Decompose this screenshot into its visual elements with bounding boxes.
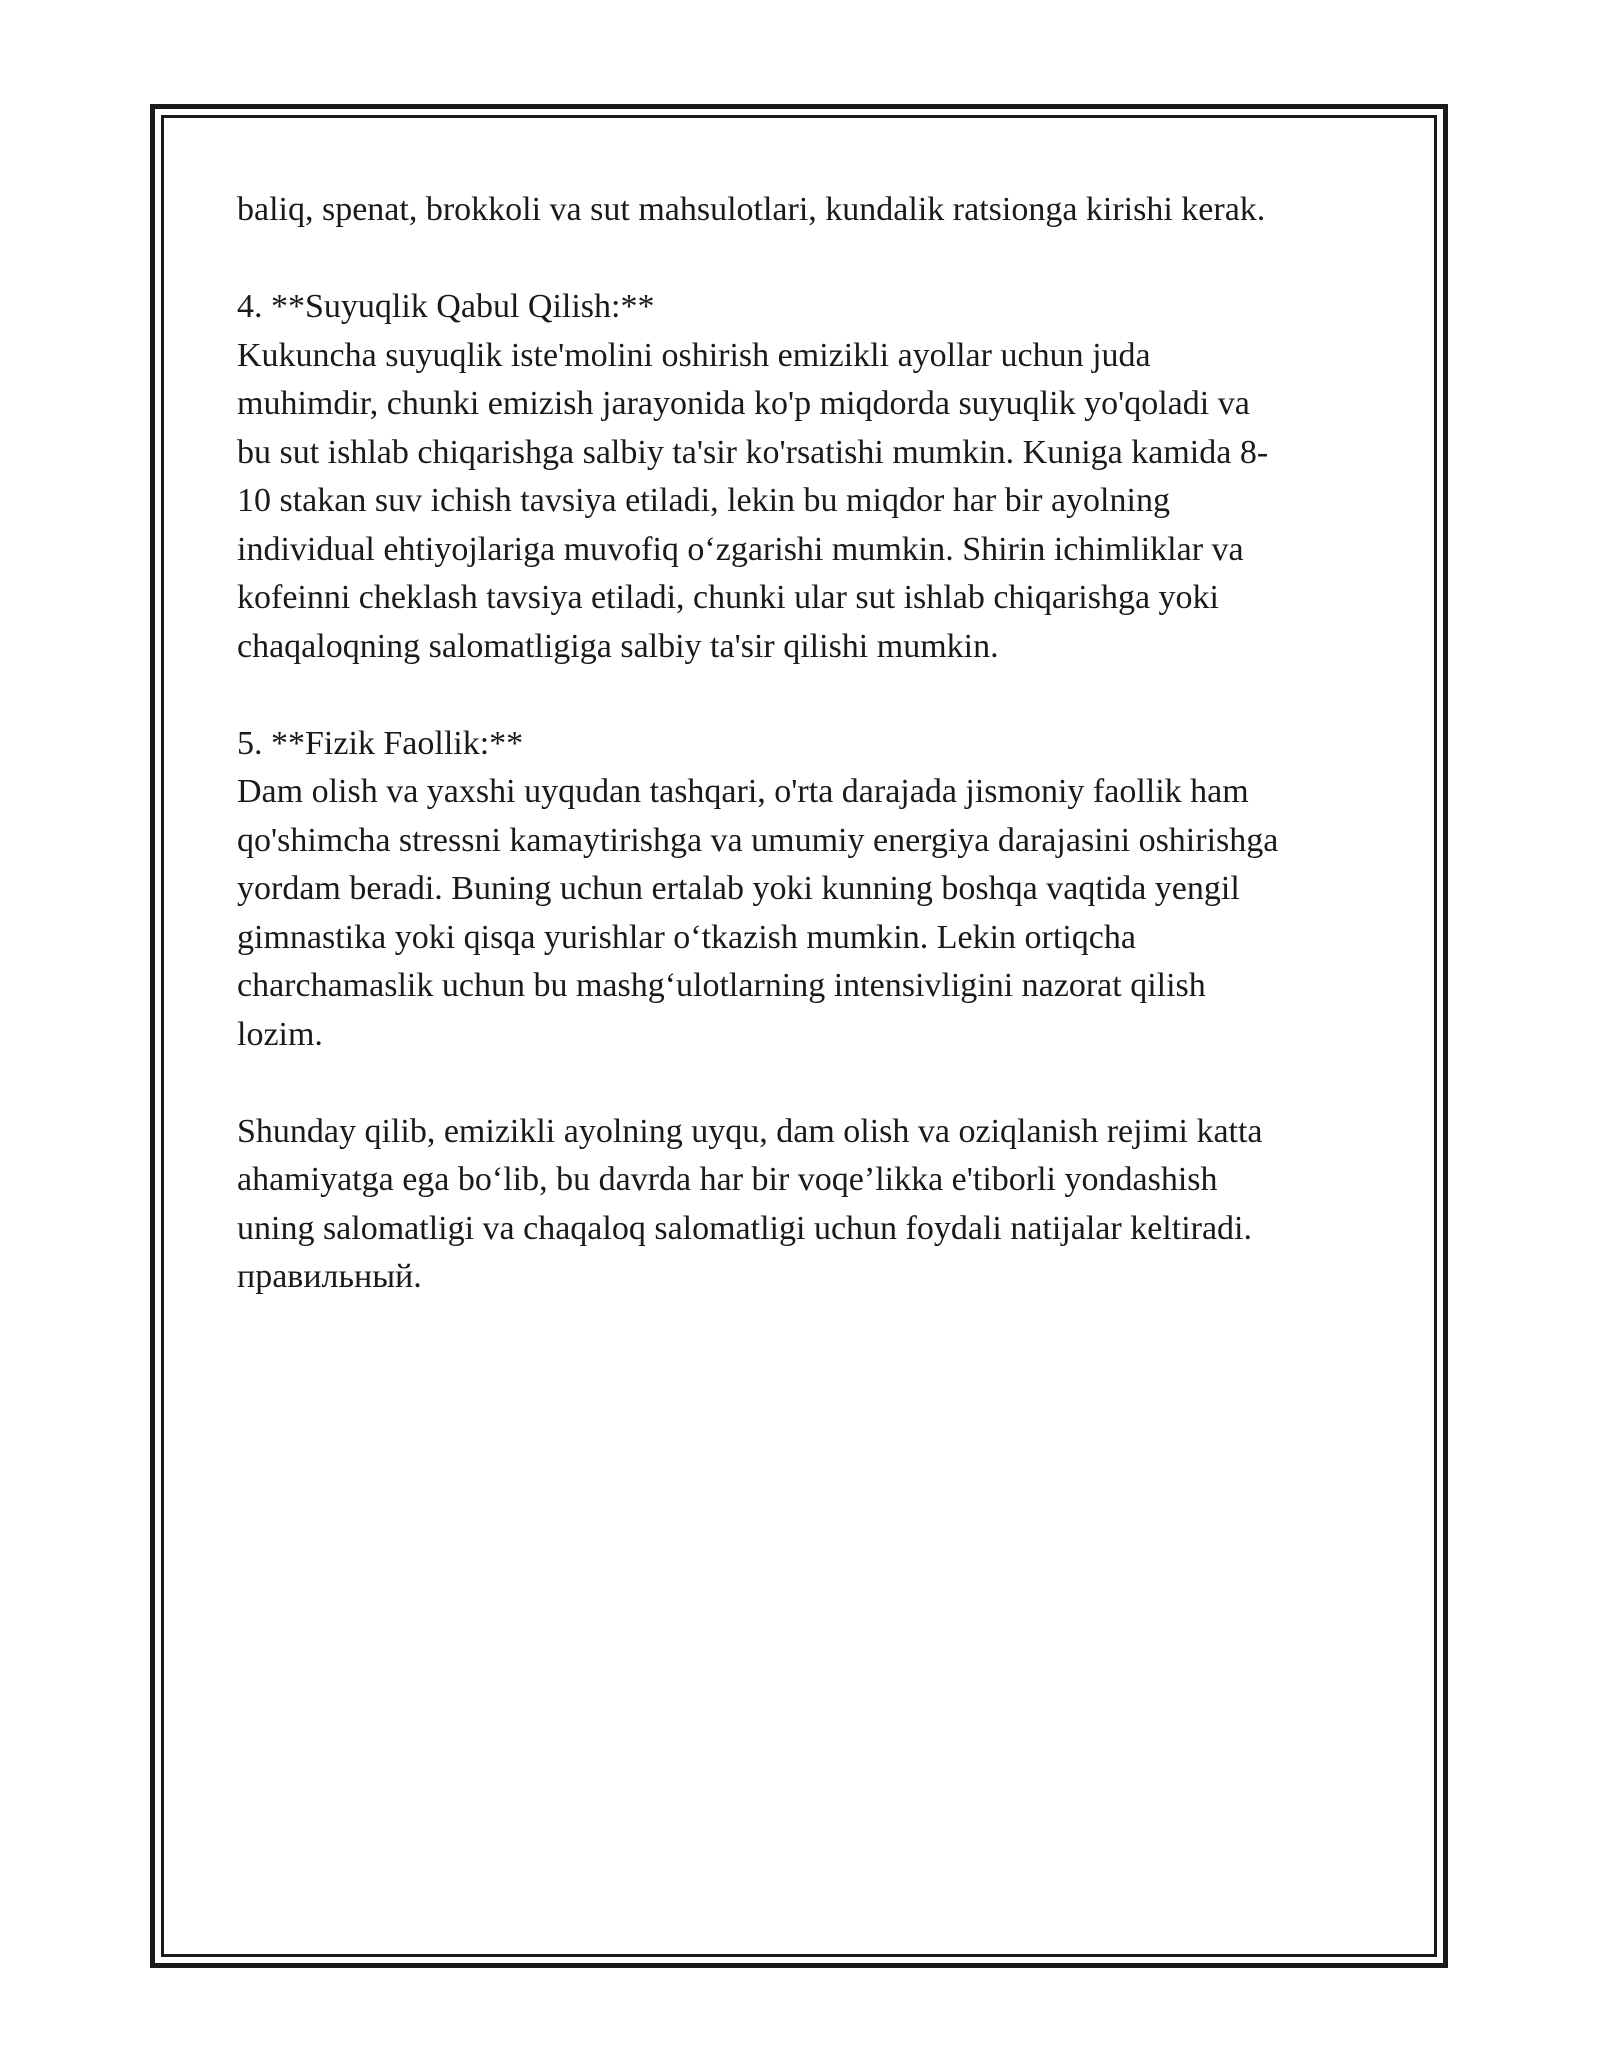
text-line: gimnastika yoki qisqa yurishlar o‘tkazish mumkin. Lekin ortiqcha [237, 918, 1136, 956]
text-line: Kukuncha suyuqlik iste'molini oshirish emizikli ayollar uchun juda [237, 336, 1151, 374]
text-line: lozim. [237, 1015, 323, 1053]
conclusion-line: ahamiyatga ega bo‘lib, bu davrda har bir voqe’likka e'tiborli yondashish [237, 1161, 1218, 1198]
text-line: Dam olish va yaxshi uyqudan tashqari, o'rta darajada jismoniy faollik ham [237, 773, 1249, 810]
conclusion-line: uning salomatligi va chaqaloq salomatligi uchun foydali natijalar keltiradi. [237, 1209, 1253, 1247]
text-line: 10 stakan suv ichish tavsiya etiladi, lekin bu miqdor har bir ayolning [237, 482, 1170, 519]
paragraph-gap [237, 1059, 1377, 1108]
section-heading-4: 4. **Suyuqlik Qabul Qilish:** [237, 288, 655, 325]
text-line: chaqaloqning salomatligiga salbiy ta'sir qilishi mumkin. [237, 627, 999, 665]
text-line: kofeinni cheklash tavsiya etiladi, chunki ular sut ishlab chiqarishga yoki [237, 579, 1219, 616]
conclusion-line: правильный. [237, 1258, 422, 1295]
paragraph-gap [237, 235, 1377, 284]
text-line: individual ehtiyojlariga muvofiq o‘zgarishi mumkin. Shirin ichimliklar va [237, 530, 1244, 568]
document-body [237, 186, 1377, 1302]
text-line: charchamaslik uchun bu mashg‘ulotlarning intensivligini nazorat qilish [237, 967, 1206, 1004]
conclusion-line: Shunday qilib, emizikli ayolning uyqu, dam olish va oziqlanish rejimi katta [237, 1112, 1263, 1150]
text-line: baliq, spenat, brokkoli va sut mahsulotlari, kundalik ratsionga kirishi kerak. [237, 191, 1266, 228]
text-line: muhimdir, chunki emizish jarayonida ko'p miqdorda suyuqlik yo'qoladi va [237, 385, 1250, 422]
text-line: qo'shimcha stressni kamaytirishga va umumiy energiya darajasini oshirishga [237, 821, 1279, 859]
text-line: yordam beradi. Buning uchun ertalab yoki kunning boshqa vaqtida yengil [237, 870, 1240, 907]
section-heading-5: 5. **Fizik Faollik:** [237, 724, 524, 762]
text-line: bu sut ishlab chiqarishga salbiy ta'sir ko'rsatishi mumkin. Kuniga kamida 8- [237, 433, 1269, 471]
paragraph-gap [237, 671, 1377, 720]
